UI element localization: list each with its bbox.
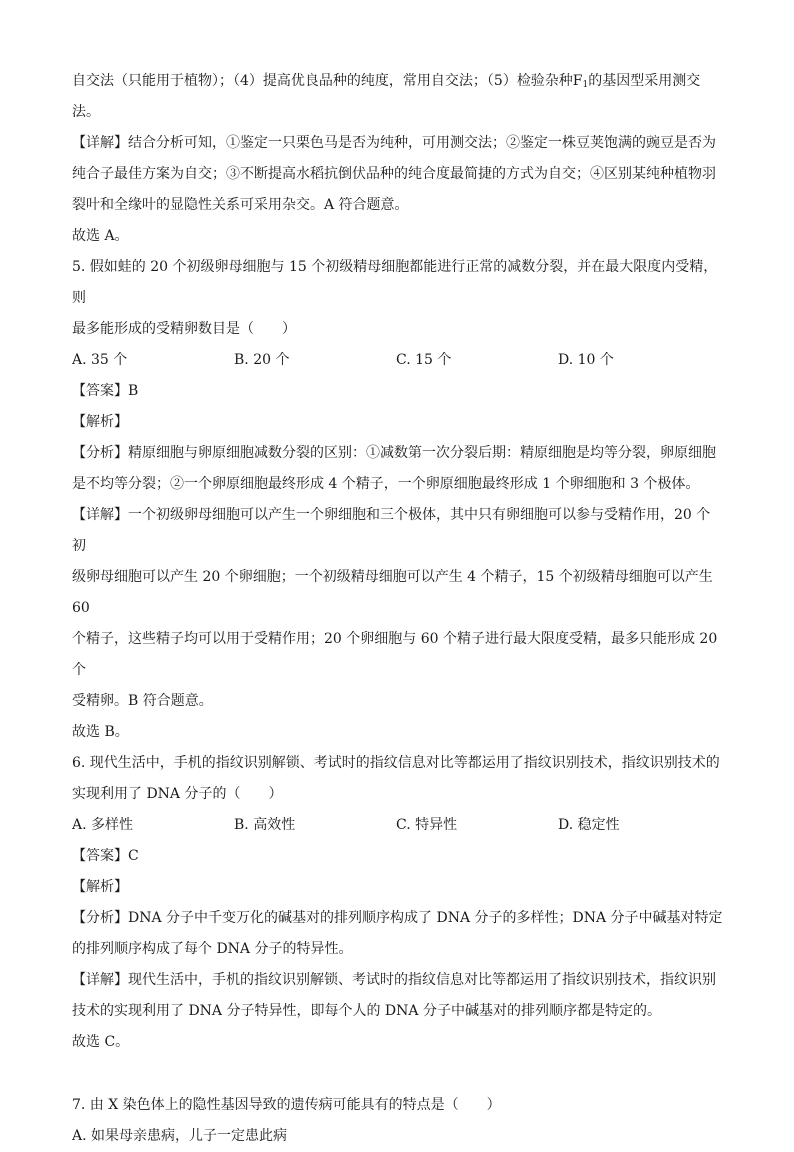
question-7-stem: 7. 由 X 染色体上的隐性基因导致的遗传病可能具有的特点是（ ） — [72, 1097, 501, 1113]
option-d: D. 稳定性 — [558, 817, 620, 833]
question-5-options — [72, 345, 724, 376]
conclusion: 故选 C。 — [72, 1034, 130, 1050]
option-a: A. 如果母亲患病，儿子一定患此病 — [72, 1128, 288, 1144]
question-6-stem-cont: 实现利用了 DNA 分子的（ ） — [72, 786, 283, 802]
text-line: 是不均等分裂；②一个卵原细胞最终形成 4 个精子，一个卵原细胞最终形成 1 个卵细胞和 3 个极体。 — [72, 476, 700, 492]
analysis-paragraph: 【分析】精原细胞与卵原细胞减数分裂的区别：①减数第一次分裂后期：精原细胞是均等分裂，卵原细胞 — [72, 445, 716, 461]
text-line: 级卵母细胞可以产生 20 个卵细胞；一个初级精母细胞可以产生 4 个精子，15 个初级精母细胞可以产生 60 — [72, 569, 713, 616]
option-c: C. 15 个 — [396, 352, 452, 368]
conclusion: 故选 A。 — [72, 228, 129, 244]
spacer — [72, 1058, 724, 1090]
text-line: 纯合子最佳方案为自交；③不断提高水稻抗倒伏品种的纯合度最简捷的方式为自交；④区别某纯种植物羽 — [72, 166, 716, 182]
option-b: B. 20 个 — [234, 352, 290, 368]
question-5-stem-cont: 最多能形成的受精卵数目是（ ） — [72, 321, 296, 337]
question-6-stem: 6. 现代生活中，手机的指纹识别解锁、考试时的指纹信息对比等都运用了指纹识别技术，指纹识别技术的 — [72, 755, 720, 771]
detail-paragraph: 【详解】一个初级卵母细胞可以产生一个卵细胞和三个极体，其中只有卵细胞可以参与受精作用，20 个初 — [72, 507, 711, 554]
text-line: 的排列顺序构成了每个 DNA 分子的特异性。 — [72, 941, 353, 957]
conclusion: 故选 B。 — [72, 724, 129, 740]
answer: 【答案】B — [72, 383, 139, 399]
text-line: 自交法（只能用于植物）；（4）提高优良品种的纯度，常用自交法；（5）检验杂种$F_1$的基因型采用测交 — [72, 73, 701, 90]
analysis-heading: 【解析】 — [72, 414, 128, 430]
text-line: 受精卵。B 符合题意。 — [72, 693, 213, 709]
text-line: 技术的实现利用了 DNA 分子特异性，即每个人的 DNA 分子中碱基对的排列顺序都是特定的。 — [72, 1003, 661, 1019]
document-page — [72, 66, 724, 1152]
text-line: 法。 — [72, 104, 100, 120]
question-6-options — [72, 810, 724, 841]
option-a: A. 35 个 — [72, 352, 128, 368]
detail-paragraph: 【详解】现代生活中，手机的指纹识别解锁、考试时的指纹信息对比等都运用了指纹识别技术，指纹识别 — [72, 972, 716, 988]
option-b: B. 高效性 — [234, 817, 296, 833]
option-d: D. 10 个 — [558, 352, 614, 368]
text-line: 个精子，这些精子均可以用于受精作用；20 个卵细胞与 60 个精子进行最大限度受精，最多只能形成 20 个 — [72, 631, 718, 678]
text-line: 裂叶和全缘叶的显隐性关系可采用杂交。A 符合题意。 — [72, 197, 409, 213]
option-a: A. 多样性 — [72, 817, 134, 833]
analysis-heading: 【解析】 — [72, 879, 128, 895]
detail-paragraph: 【详解】结合分析可知，①鉴定一只栗色马是否为纯种，可用测交法；②鉴定一株豆荚饱满的豌豆是否为 — [72, 135, 716, 151]
answer: 【答案】C — [72, 848, 139, 864]
question-5-stem: 5. 假如蛙的 20 个初级卵母细胞与 15 个初级精母细胞都能进行正常的减数分裂，并在最大限度内受精，则 — [72, 259, 718, 306]
analysis-paragraph: 【分析】DNA 分子中千变万化的碱基对的排列顺序构成了 DNA 分子的多样性；DNA 分子中碱基对特定 — [72, 910, 723, 926]
option-c: C. 特异性 — [396, 817, 458, 833]
